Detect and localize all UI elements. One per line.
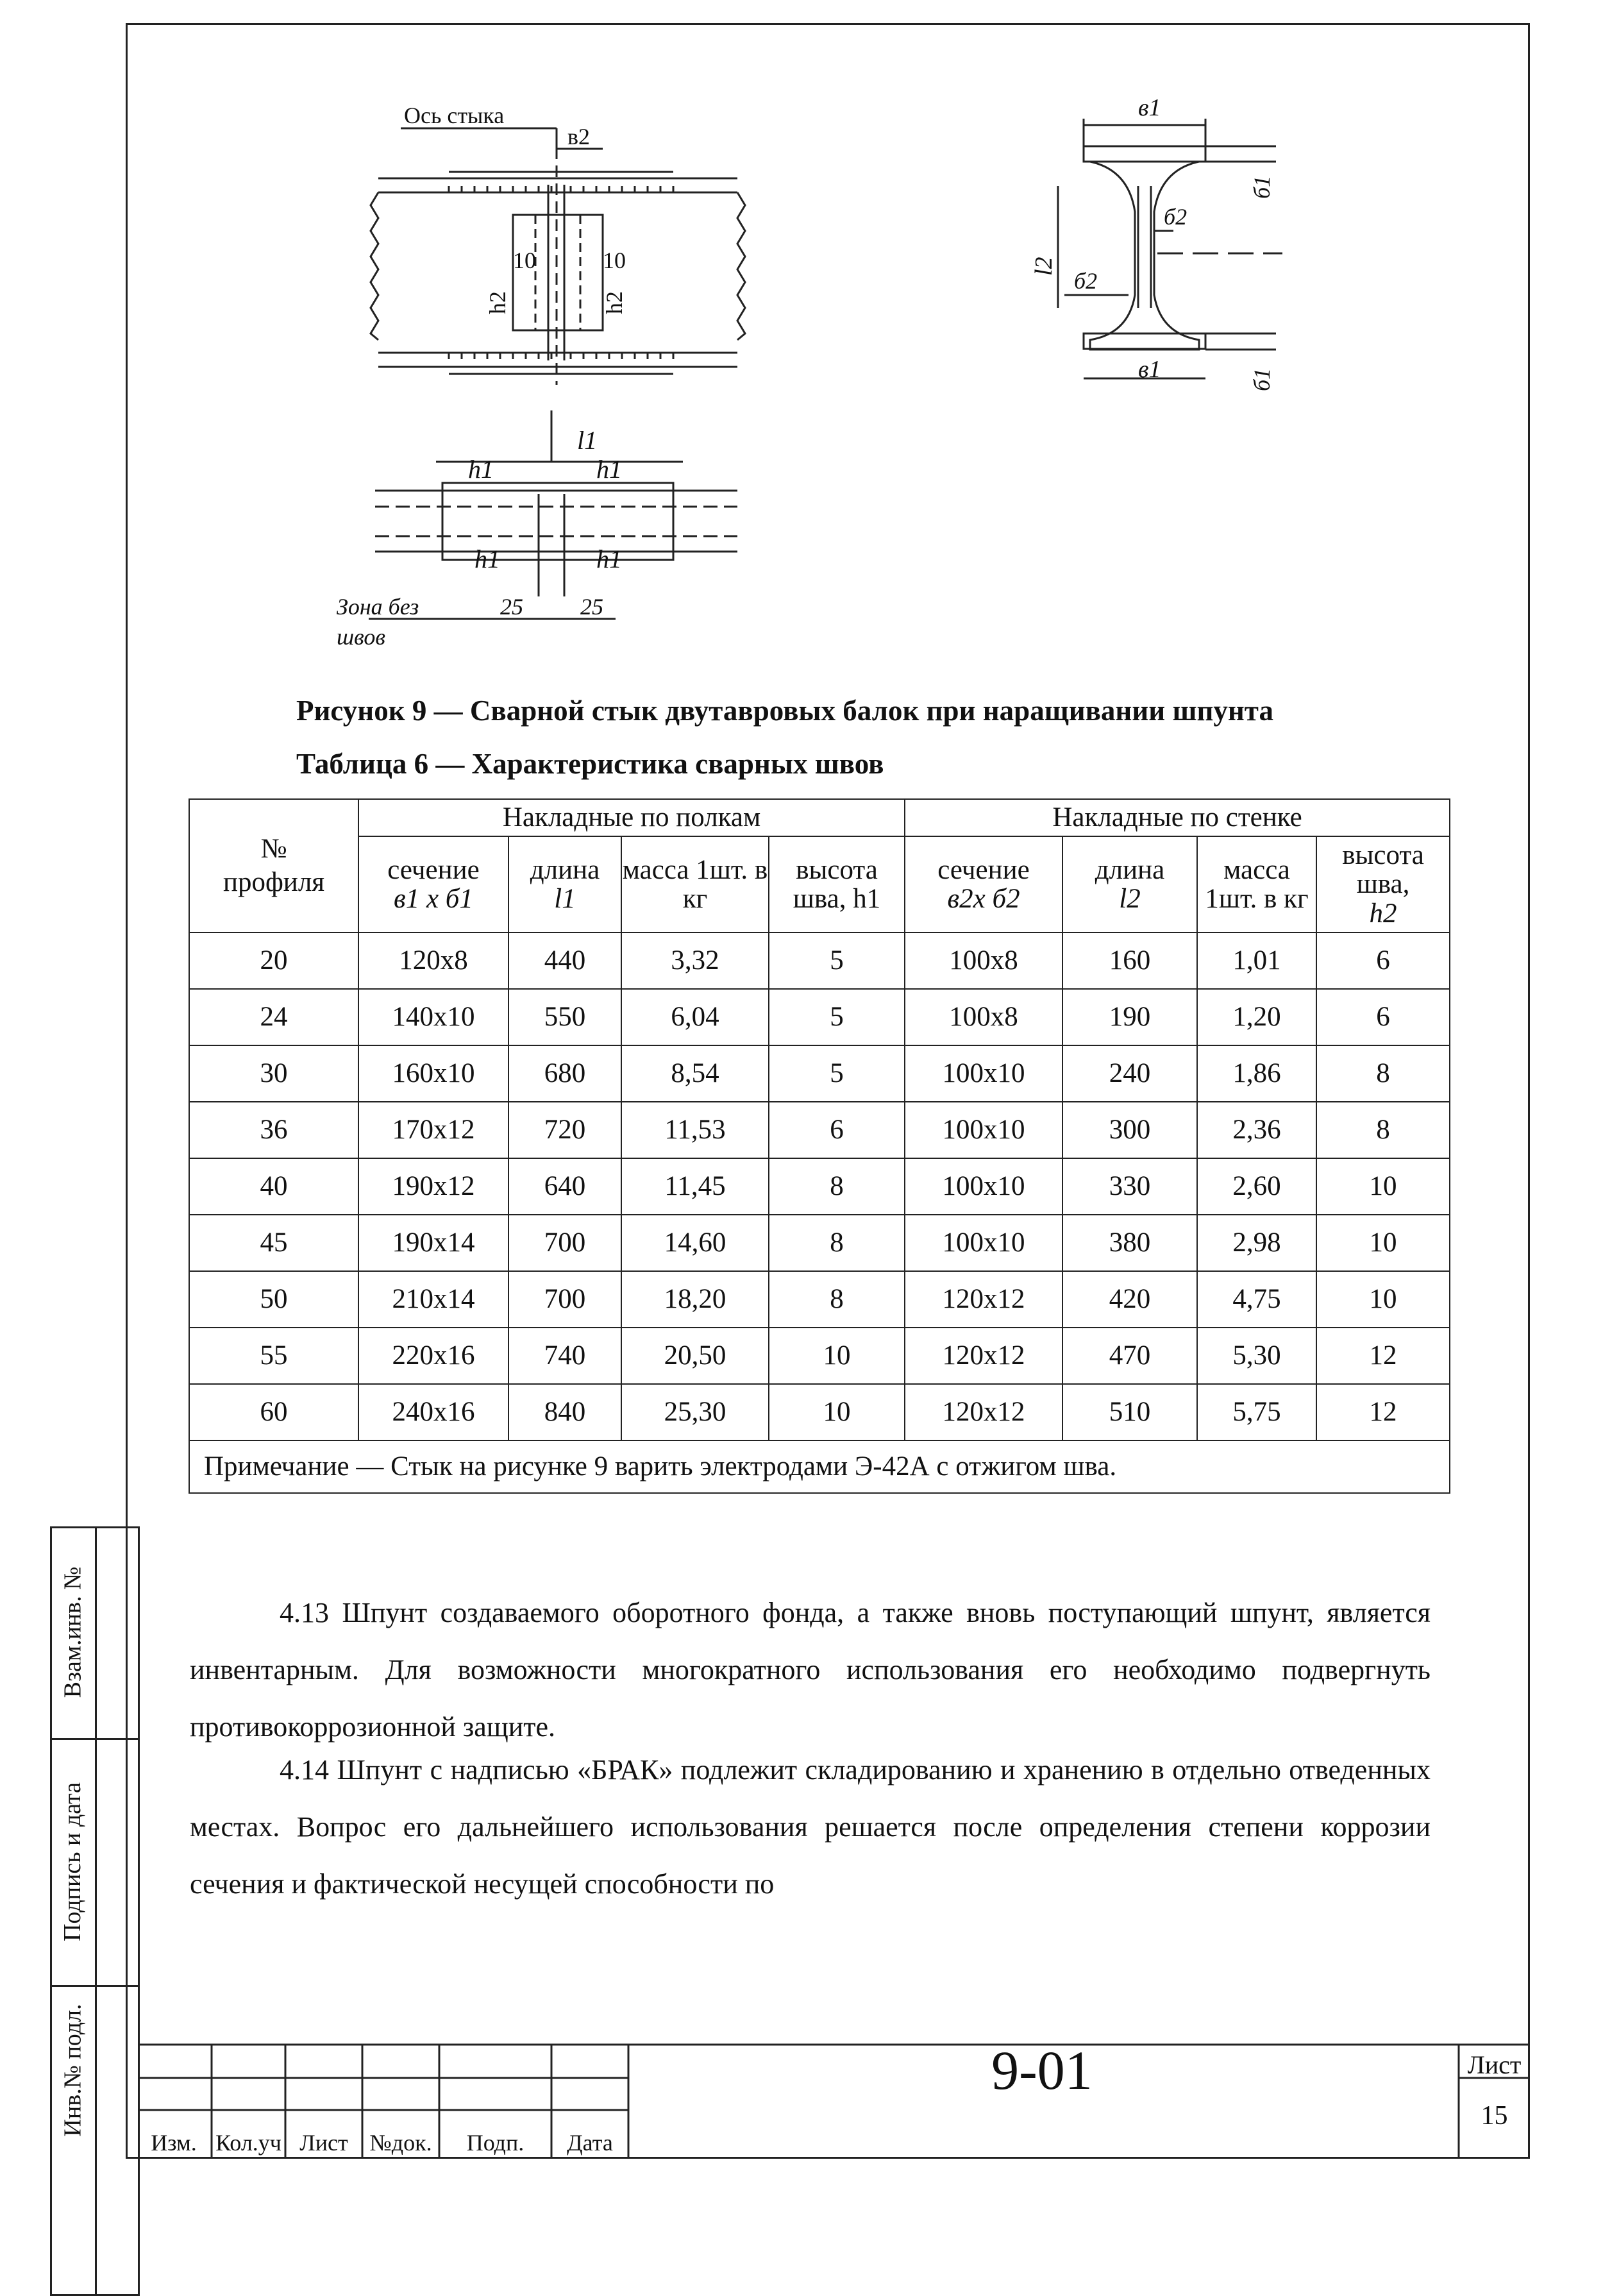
sheet-number: 15 bbox=[1481, 2101, 1508, 2131]
table-row: 45 190x14 700 14,60 8 100x10 380 2,98 10 bbox=[189, 1215, 1450, 1271]
profile-header: № профиля bbox=[189, 799, 358, 933]
col-header: высота шва, h1 bbox=[769, 836, 905, 933]
koluch-label: Кол.уч bbox=[215, 2130, 281, 2156]
svg-text:h1: h1 bbox=[468, 455, 494, 484]
col-header: длина l1 bbox=[508, 836, 621, 933]
table-row: 36 170x12 720 11,53 6 100x10 300 2,36 8 bbox=[189, 1102, 1450, 1158]
table-row: 60 240x16 840 25,30 10 120x12 510 5,75 12 bbox=[189, 1384, 1450, 1440]
svg-text:б2: б2 bbox=[1074, 268, 1098, 294]
svg-text:h2: h2 bbox=[485, 291, 510, 314]
paragraph-4-14: 4.14 Шпунт с надписью «БРАК» подлежит складированию и хранению в отдельно отведенных местах. Вопрос его дальнейшего использования решается после определения степени коррозии сечения и фактической несущей способности по bbox=[190, 1754, 1431, 1900]
table-row: 55 220x16 740 20,50 10 120x12 470 5,30 12 bbox=[189, 1328, 1450, 1384]
col-header: сечение в2х б2 bbox=[905, 836, 1062, 933]
podp-label: Подп. bbox=[466, 2130, 525, 2156]
document-code: 9-01 bbox=[991, 2039, 1093, 2101]
col-header: высота шва, h2 bbox=[1316, 836, 1450, 933]
table-row: 24 140x10 550 6,04 5 100x8 190 1,20 6 bbox=[189, 989, 1450, 1045]
table-note: Примечание — Стык на рисунке 9 варить электродами Э-42А с отжигом шва. bbox=[189, 1440, 1450, 1493]
svg-text:l2: l2 bbox=[1030, 257, 1057, 276]
svg-text:в1: в1 bbox=[1138, 356, 1161, 383]
col-header: сечение в1 х б1 bbox=[358, 836, 508, 933]
b2-label: в2 bbox=[567, 124, 590, 149]
svg-text:10: 10 bbox=[513, 248, 536, 273]
col-header: масса 1шт. в кг bbox=[1197, 836, 1316, 933]
table-row: 40 190x12 640 11,45 8 100x10 330 2,60 10 bbox=[189, 1158, 1450, 1215]
svg-text:швов: швов bbox=[337, 624, 385, 650]
paragraph-4-13: 4.13 Шпунт создаваемого оборотного фонда, а также вновь поступающий шпунт, является инвентарным. Для возможности многократного использования его необходимо подвергнуть противокоррозионной защите. bbox=[190, 1597, 1431, 1743]
web-group-header: Накладные по стенке bbox=[905, 799, 1450, 836]
table-row: 30 160x10 680 8,54 5 100x10 240 1,86 8 bbox=[189, 1045, 1450, 1102]
joint-axis-label: Ось стыка bbox=[404, 103, 505, 128]
svg-text:б2: б2 bbox=[1164, 204, 1188, 230]
list-label: Лист bbox=[299, 2130, 348, 2156]
col-header: масса 1шт. в кг bbox=[621, 836, 769, 933]
svg-text:25: 25 bbox=[500, 594, 523, 620]
zone-label: Зона без bbox=[337, 594, 419, 620]
col-header: длина l2 bbox=[1062, 836, 1197, 933]
svg-text:h1: h1 bbox=[596, 544, 622, 573]
table-title: Таблица 6 — Характеристика сварных швов bbox=[296, 748, 884, 780]
svg-text:б1: б1 bbox=[1249, 175, 1275, 199]
svg-text:h1: h1 bbox=[474, 544, 500, 573]
figure-caption: Рисунок 9 — Сварной стык двутавровых балок при наращивании шпунта bbox=[296, 695, 1273, 727]
svg-text:h1: h1 bbox=[596, 455, 622, 484]
svg-text:25: 25 bbox=[580, 594, 603, 620]
svg-text:б1: б1 bbox=[1249, 367, 1275, 391]
table-row: 20 120x8 440 3,32 5 100x8 160 1,01 6 bbox=[189, 933, 1450, 989]
data-label: Дата bbox=[567, 2130, 613, 2156]
izm-label: Изм. bbox=[151, 2130, 197, 2156]
flange-group-header: Накладные по полкам bbox=[358, 799, 905, 836]
svg-text:l1: l1 bbox=[577, 426, 598, 455]
vzam-label: Взам.инв. № bbox=[59, 1566, 87, 1698]
ndok-label: №док. bbox=[369, 2130, 432, 2156]
inv-label: Инв.№ подл. bbox=[59, 2003, 87, 2137]
table-row: 50 210x14 700 18,20 8 120x12 420 4,75 10 bbox=[189, 1271, 1450, 1328]
sheet-label: Лист bbox=[1467, 2050, 1522, 2079]
svg-text:h2: h2 bbox=[601, 291, 627, 314]
podpis-label: Подпись и дата bbox=[59, 1782, 87, 1941]
svg-text:в1: в1 bbox=[1138, 94, 1161, 121]
svg-text:10: 10 bbox=[603, 248, 626, 273]
